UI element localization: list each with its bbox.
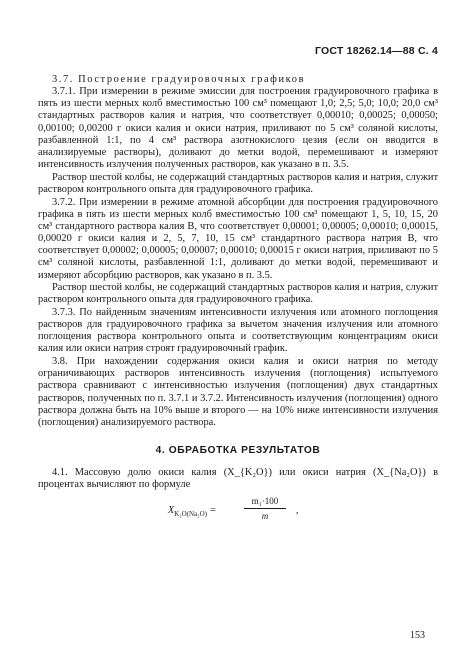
subsection-title: 3.7. Построение градуировочных графиков bbox=[52, 74, 306, 85]
paragraph-3-8: 3.8. При нахождении содержания окиси калия и окиси натрия по методу ограничивающих растворов интенсивность излучения (поглощения) испытуемого раствора сравнивают с интенсивностью излучения (поглощения) двух стандартных растворов, полученных по п. 3.7.1 и 3.7.2. Интенсивность излучения (поглощения) одного раствора должна быть на 10% выше и второго — на 10% ниже интенсивности излучения (поглощения) анализируемого раствора. bbox=[38, 356, 438, 428]
formula-equals: = bbox=[209, 504, 217, 516]
formula-denominator: m bbox=[261, 510, 269, 521]
formula-numerator: m₁·100 bbox=[244, 495, 286, 509]
paragraph-control-1: Раствор шестой колбы, не содержащий стандартных растворов калия и натрия, служит раствором контрольного опыта для градуировочного графика. bbox=[38, 171, 438, 195]
page-header: ГОСТ 18262.14—88 С. 4 bbox=[315, 45, 438, 57]
document-body bbox=[38, 74, 438, 529]
formula-lhs: $X_{K_2O(Na_2O)}$ = bbox=[168, 504, 217, 518]
paragraph-control-2: Раствор шестой колбы, не содержащий стандартных растворов калия и натрия, служит раствором контрольного опыта для градуировочного графика. bbox=[38, 282, 438, 306]
paragraph-3-7-1: 3.7.1. При измерении в режиме эмиссии для построения градуировочного графика в пять из шести мерных колб вместимостью 100 см³ помещают 1,0; 2,5; 5,0; 10,0; 20,0 см³ стандартных растворов калия и натрия, что соответствует 0,00010; 0,00025; 0,00050; 0,00100; 0,00200 г окиси калия и окиси натрия, приливают по 5 см³ соляной кислоты, разбавленной 1:1, по 4 см³ раствора азотнокислого цезия (если он вводится в анализируемые растворы), доливают до метки водой, перемешивают и измеряют интенсивность излучения полученных растворов, как указано в п. 3.5. bbox=[38, 86, 438, 171]
formula-lhs-subscript: K₂O(Na₂O) bbox=[174, 509, 207, 518]
section-heading: 4. ОБРАБОТКА РЕЗУЛЬТАТОВ bbox=[155, 445, 321, 457]
paragraph-4-1: 4.1. Массовую долю окиси калия (X_{K₂O}) или окиси натрия (X_{Na₂O}) в процентах вычисляют по формуле bbox=[38, 467, 438, 491]
paragraph-3-7-2: 3.7.2. При измерении в режиме атомной абсорбции для построения градуировочного графика в пять из шести мерных колб вместимостью 100 см³ помещают 1, 5, 10, 15, 20 см³ стандартного раствора калия В, что соответствует 0,00001; 0,00005; 0,00010; 0,00015, 0,00020 г окиси калия и 2, 5, 7, 10, 15 см³ стандартного раствора натрия В, что соответствует 0,00002; 0,00005; 0,00007; 0,00010; 0,00015 г окиси натрия, приливают по 5 см³ соляной кислоты, разбавленной 1:1, доливают до метки водой, перемешивают и измеряют абсорбцию растворов, как указано в п. 3.5. bbox=[38, 196, 438, 281]
paragraph-3-7-3: 3.7.3. По найденным значениям интенсивности излучения или атомного поглощения растворов для градуировочного графика за вычетом значения излучения или атомного поглощения раствора контрольного опыта и соответствующим концентрациям окиси калия или окиси натрия строят градуировочный график. bbox=[38, 306, 438, 355]
formula bbox=[38, 495, 438, 529]
formula-fraction bbox=[244, 495, 286, 522]
formula-comma: , bbox=[296, 504, 299, 516]
page-number: 153 bbox=[410, 630, 425, 641]
